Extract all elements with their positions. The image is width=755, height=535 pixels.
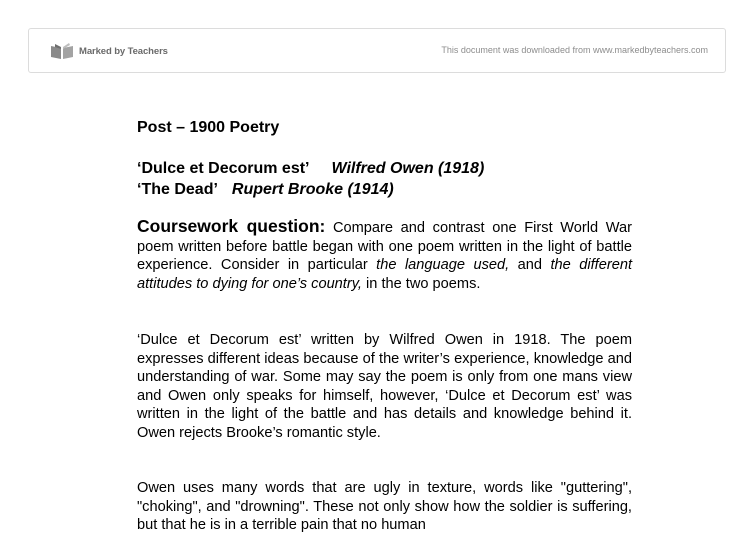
coursework-text: Compare and contrast one First World War poem written before battle began with one poem written in the light of battle experience. Consider in particular [137,220,632,274]
logo-text: Marked by Teachers [79,45,168,57]
download-note: This document was downloaded from www.markedbyteachers.com [441,45,708,55]
work-title: ‘Dulce et Decorum est’ [137,160,310,177]
document-title: Post – 1900 Poetry [137,119,280,136]
coursework-emphasis: the language used, [376,257,510,274]
site-logo[interactable] [49,41,168,61]
body-paragraph: ‘Dulce et Decorum est’ written by Wilfred Owen in 1918. The poem expresses different ideas because of the writer’s experience, knowledge and understanding of war. Some may say the poem is only from one mans view and Owen only speaks for himself, however, ‘Dulce et Decorum est’ was written in the light of the battle and has details and knowledge behind it. Owen rejects Brooke’s romantic style. [137,332,632,441]
body-paragraph: Owen uses many words that are ugly in texture, words like "guttering", "choking", and "drowning". These not only show how the soldier is suffering, but that he is in a terrible pain that no human [137,480,632,534]
work-heading-owen [137,160,484,178]
work-heading-brooke [137,181,394,199]
download-banner [28,28,726,73]
coursework-emphasis: the different attitudes to dying for one’s country, [137,257,633,292]
coursework-label: Coursework question: [137,216,326,236]
coursework-text: in the two poems. [361,275,481,292]
coursework-question [137,217,632,293]
open-book-icon [49,42,75,60]
work-author: Rupert Brooke (1914) [231,181,394,198]
coursework-text: and [509,257,551,274]
work-author: Wilfred Owen (1918) [331,160,485,177]
work-title: ‘The Dead’ [137,181,218,198]
